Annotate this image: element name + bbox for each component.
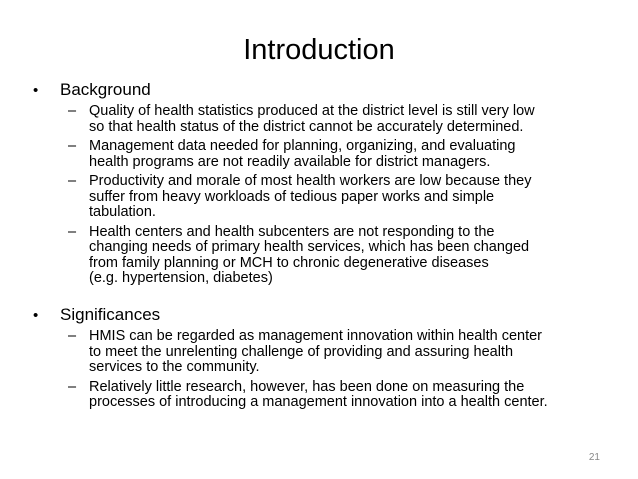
dash-icon: –	[68, 328, 77, 344]
sub-bullet-list	[33, 329, 623, 411]
bullet-icon: •	[33, 307, 39, 324]
bullet-icon: •	[33, 82, 39, 99]
sub-bullet-item: – Quality of health statistics produced at the district level is still very low so that health status of the district cannot be accurately determined.	[68, 103, 535, 135]
sub-bullet-item: – Health centers and health subcenters are not responding to the changing needs of primary health services, which has been changed from family planning or MCH to chronic degenerative diseases (e.g. hypertension, diabetes)	[68, 223, 530, 286]
section-label: Significances	[60, 305, 161, 324]
dash-icon: –	[68, 173, 77, 189]
sub-bullet-item: – HMIS can be regarded as management innovation within health center to meet the unrelenting challenge of providing and assuring health services to the community.	[68, 328, 542, 375]
dash-icon: –	[68, 223, 77, 240]
page-number: 21	[588, 452, 600, 463]
dash-icon: –	[68, 103, 77, 119]
sub-bullet-item: – Relatively little research, however, has been done on measuring the processes of introducing a management innovation into a health center.	[68, 378, 548, 410]
dash-icon: –	[68, 138, 77, 154]
slide-title: Introduction	[243, 34, 395, 66]
section-background	[33, 80, 623, 291]
sub-bullet-item: – Productivity and morale of most health workers are low because they suffer from heavy workloads of tedious paper works and simple tabulation.	[68, 173, 532, 220]
sub-bullet-list	[33, 104, 623, 287]
sub-bullet-item: – Management data needed for planning, organizing, and evaluating health programs are not readily available for district managers.	[68, 138, 516, 170]
section-significances	[33, 305, 623, 415]
section-label: Background	[60, 80, 151, 99]
dash-icon: –	[68, 378, 77, 395]
